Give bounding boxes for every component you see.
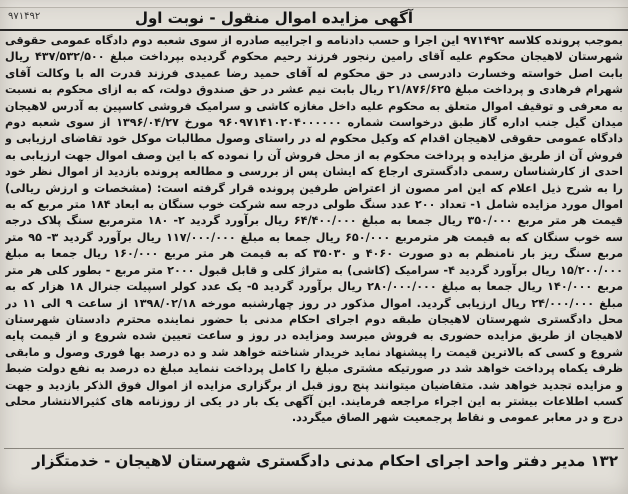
case-number: ۹۷۱۴۹۲ — [8, 11, 41, 22]
signature-line-1: ۱۳۲ مدیر دفتر واحد اجرای احکام مدنی دادگستری شهرستان لاهیجان - خدمتگزار — [32, 452, 618, 470]
signature-block — [4, 448, 624, 493]
ad-header — [0, 7, 628, 31]
ad-title: آگهی مزایده اموال منقول - نوبت اول — [134, 9, 413, 27]
ad-body-text: بموجب پرونده کلاسه ۹۷۱۴۹۲ این اجرا و حسب دادنامه و اجراییه صادره از سوی شعبه دوم دادگاه عمومی حقوقی شهرستان لاهیجان محکوم علیه آقای رامین رنجور فرزند رحیم محکوم گردیده بپرداخت مبلغ ۴۳۷/۵۳۲/۵۰۰ ریال بابت اصل خواسته وخسارت دادرسی در حق محکوم له آقای حمید رضا عمیدی فرزند قدرت اله با وکالت آقای شهرام فرهادی و پرداخت مبلغ ۲۱/۸۷۶/۶۲۵ ریال بابت نیم عشر در حق صندوق دولت، که به ازای محکوم به نسبت به معرفی و توقیف اموال متعلق به محکوم علیه داخل مغازه کاشی و سرامیک فروشی کاسپین به آدرس لاهیجان میدان گیل جنب اداره گاز طبق درخواست شماره ۹۶۰۹۷۱۴۱۰۲۰۴۰۰۰۰۰۰ مورخ ۱۳۹۶/۰۴/۲۷ از سوی شعبه دوم دادگاه عمومی حقوقی لاهیجان اقدام که وکیل محکوم له در راستای وصول مطالبات موکل خود تقاضای ارزیابی و فروش آن از طریق مزایده و پرداخت محکوم به از محل فروش آن را نموده که با این وصف اموال جهت ارزیابی به احدی از کارشناسان رسمی دادگستری ارجاع که ایشان پس از بررسی و مطالعه پرونده بازدید از اموال نظر خود را به شرح ذیل اعلام که این امر مصون از اعتراض طرفین پرونده قرار گرفته است: (مشخصات و ارزش ریالی) اموال مورد مزایده شامل ۱- تعداد ۲۰۰ عدد سنگ طولی درجه سه شرکت خوب سنگان به ابعاد ۱۸۴ متر مربع که به قیمت هر متر مربع ۳۵۰/۰۰۰ ریال جمعا به مبلغ ۶۴/۴۰۰/۰۰۰ ریال برآورد گردید ۲- ۱۸۰ مترمربع سنگ پلاک درجه سه خوب سنگان که به قیمت هر مترمربع ۶۵۰/۰۰۰ ریال جمعا به مبلغ ۱۱۷/۰۰۰/۰۰۰ ریال برآورد گردید ۳- ۹۵ متر مربع سنگ ریز بار نامنظم به دو صورت ۴۰۶۰ و ۳۵۰۳۰ که به قیمت هر متر مربع ۱۶۰/۰۰۰ ریال جمعا به مبلغ ۱۵/۲۰۰/۰۰۰ ریال برآورد گردید ۴- سرامیک (کاشی) به متراژ کلی و قابل قبول ۲۰۰۰ متر مربع - بطور کلی هر متر مربع ۱۴۰/۰۰۰ ریال جمعا به مبلغ ۲۸۰/۰۰۰/۰۰۰ ریال برآورد گردید ۵- یک عدد کولر اسپیلت جنرال ۱۸ هزار که به مبلغ ۲۴/۰۰۰/۰۰۰ ریال ارزیابی گردید. اموال مذکور در روز چهارشنبه مورخه ۱۳۹۸/۰۲/۱۸ از ساعت ۹ الی ۱۱ در محل دادگستری شهرستان لاهیجان طبقه دوم اجرای احکام مدنی با حضور نماینده محترم دادستان شهرستان لاهیجان از طریق مزایده حضوری به فروش میرسد ومزایده در روز و ساعت تعیین شده شروع و از قیمت پایه شروع و کسی که بالاترین قیمت را پیشنهاد نماید خریدار شناخته خواهد شد و ده درصد بها فوری وصول و مابقی ظرف یکماه پرداخت خواهد شد در صورتیکه مشتری مبلغ را کامل پرداخت ننماید مبلغ ده درصد به نفع دولت ضبط و مزایده تجدید خواهد شد. متقاضیان میتوانند پنج روز قبل از برگزاری مزایده از اموال فوق الذکر بازدید و جهت کسب اطلاعات بیشتر به این اجراء مراجعه فرمایند. این آگهی یک بار در یکی از روزنامه های کثیرالانتشار محلی درج و در معابر عمومی و نقاط پرجمعیت شهر الصاق میگردد. — [5, 34, 623, 425]
